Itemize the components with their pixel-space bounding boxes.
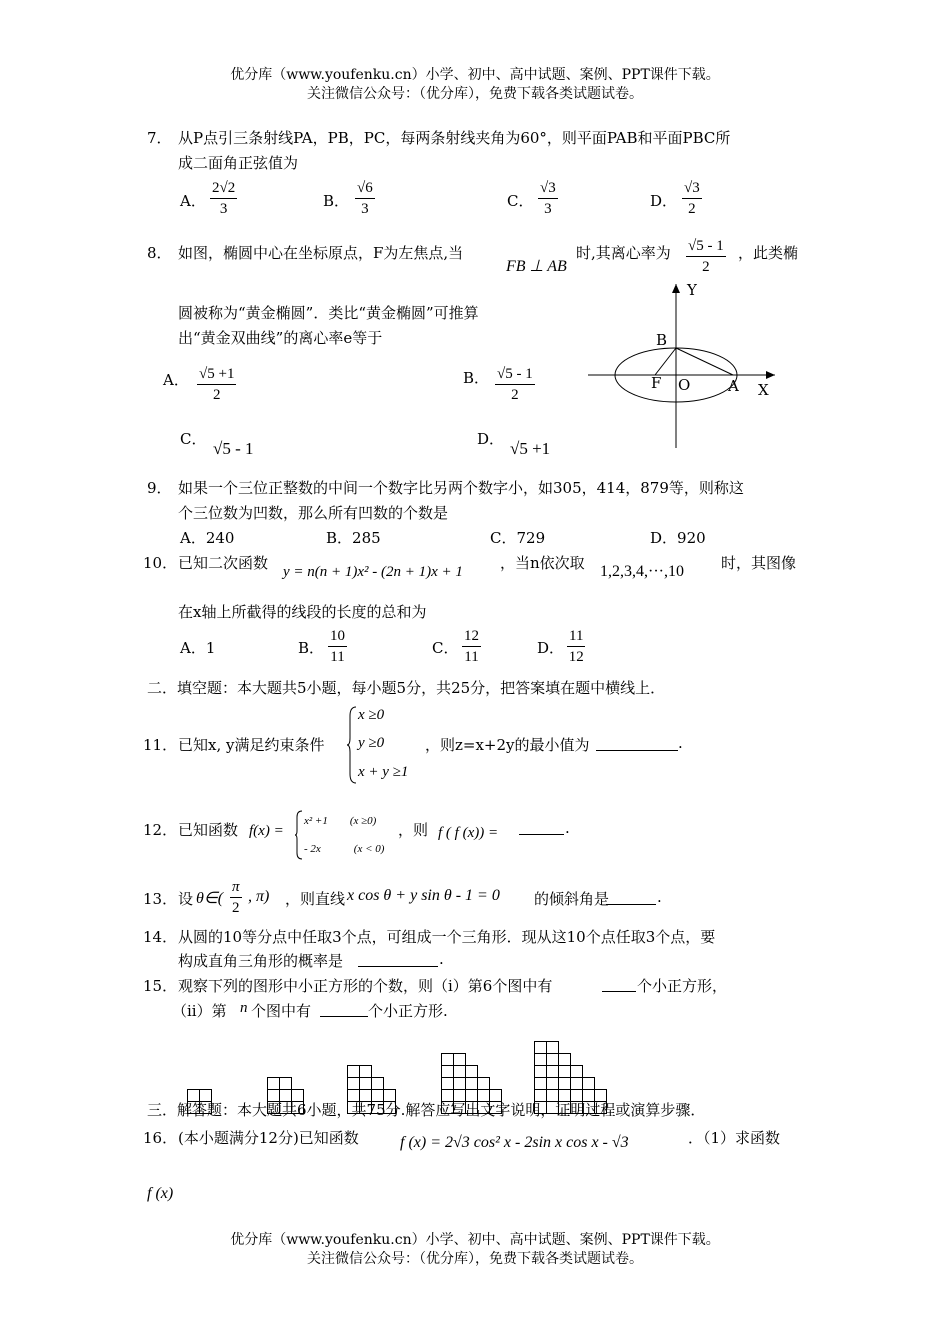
q14-number: 14．: [143, 928, 178, 946]
section-2-heading: 二．填空题：本大题共5小题，每小题5分，共25分，把答案填在题中横线上．: [147, 679, 666, 697]
q16-number: 16．: [143, 1129, 178, 1147]
q7-option-d-fraction: $\frac{√3}{2}$: [684, 180, 700, 217]
q11-constraint-2: y ≥0: [358, 735, 385, 751]
q12-piece-1: x² +1 (x ≥0): [304, 815, 377, 827]
q11-text-b: ，则z=x+2y的最小值为: [425, 736, 590, 754]
segment-ba: [676, 348, 733, 375]
q16-text-b: ．（1）求函数: [688, 1129, 781, 1147]
figure-label-x: X: [758, 381, 769, 399]
q14-answer-blank: [358, 966, 438, 967]
figure-label-o: O: [678, 376, 691, 394]
q7-text-line2: 成二面角正弦值为: [178, 154, 299, 172]
footer-line-2: 关注微信公众号：（优分库），免费下载各类试题试卷。: [307, 1251, 643, 1267]
q16-formula: f (x) = 2√3 cos² x - 2sin x cos x - √3: [400, 1134, 629, 1151]
q8-option-d-label: D．: [477, 430, 505, 448]
q9-number: 9．: [147, 479, 172, 497]
q10-option-d-label: D．: [537, 639, 565, 657]
q12-piece-2: - 2x (x < 0): [304, 843, 385, 855]
figure-label-f: F: [651, 374, 662, 392]
q10-option-c-label: C．: [432, 639, 459, 657]
q15-number: 15．: [143, 977, 178, 995]
q8-eccentricity: $\frac{√5 - 1}{2}$: [688, 238, 724, 275]
q9-option-c: C．729: [490, 529, 546, 547]
q8-text-a: 如图，椭圆中心在坐标原点，F为左焦点,当: [178, 244, 464, 262]
q8-option-b-fraction: $\frac{√5 - 1}{2}$: [497, 366, 533, 403]
q13-text-c: 的倾斜角是: [534, 890, 610, 908]
q8-option-c-value: √5 - 1: [213, 439, 254, 458]
q13-interval-end: , π): [248, 888, 270, 905]
q8-text-line3: 出“黄金双曲线”的离心率e等于: [178, 329, 383, 347]
q11-text-a: 已知x, y满足约束条件: [178, 736, 325, 754]
q11-constraint-3: x + y ≥1: [358, 764, 409, 780]
q10-number: 10．: [143, 554, 178, 572]
q10-text-line2: 在x轴上所截得的线段的长度的总和为: [178, 603, 427, 621]
q15-text-b: 个小正方形，: [637, 977, 728, 995]
q8-number: 8．: [147, 244, 172, 262]
q7-option-a-fraction: $\frac{2√2}{3}$: [212, 180, 236, 217]
q7-option-c-fraction: $\frac{√3}{3}$: [540, 180, 556, 217]
q8-condition: FB ⊥ AB: [506, 258, 567, 275]
ellipse-figure: [580, 278, 780, 450]
q13-number: 13．: [143, 890, 178, 908]
q7-text-line1: 从P点引三条射线PA，PB，PC，每两条射线夹角为60°，则平面PAB和平面PBC所: [178, 129, 731, 147]
q7-number: 7．: [147, 129, 172, 147]
q14-text-line2: 构成直角三角形的概率是: [178, 952, 344, 970]
q15-n: n: [240, 1000, 248, 1016]
q12-end: .: [565, 819, 570, 837]
q7-option-d-label: D．: [650, 192, 678, 210]
q16-text-a: (本小题满分12分)已知函数: [178, 1129, 359, 1147]
q12-text-a: 已知函数: [178, 821, 239, 839]
q15-text-d: 个图中有: [251, 1002, 312, 1020]
q13-answer-blank: [606, 904, 656, 905]
header-line-2: 关注微信公众号：（优分库），免费下载各类试题试卷。: [307, 86, 643, 102]
q8-option-c-label: C．: [180, 430, 207, 448]
q11-constraint-1: x ≥0: [358, 707, 385, 723]
q13-theta: θ∈(: [196, 890, 224, 907]
q9-option-d: D．920: [650, 529, 706, 547]
q12-number: 12．: [143, 821, 178, 839]
figure-label-a: A: [728, 377, 739, 395]
q15-text-c: （ii）第: [172, 1002, 227, 1020]
q8-option-b-label: B．: [463, 369, 490, 387]
figure-label-y: Y: [687, 281, 697, 299]
header-line-1: 优分库（www.youfenku.cn）小学、初中、高中试题、案例、PPT课件下载。: [230, 67, 720, 83]
q7-option-b-label: B．: [323, 192, 350, 210]
q10-formula: y = n(n + 1)x² - (2n + 1)x + 1: [283, 564, 463, 580]
q8-text-c: ，此类椭: [738, 244, 799, 262]
q14-end: .: [439, 950, 444, 968]
q13-end: .: [657, 888, 662, 906]
q15-answer-blank-2: [320, 1016, 368, 1017]
q9-option-a: A．240: [180, 529, 235, 547]
q16-fx: f (x): [147, 1185, 174, 1202]
q12-brace: [295, 810, 303, 860]
q10-text-c: 时，其图像: [721, 554, 797, 572]
q12-text-b: ，则: [398, 821, 429, 839]
q9-text-line2: 个三位数为凹数，那么所有凹数的个数是: [178, 504, 449, 522]
footer-line-1: 优分库（www.youfenku.cn）小学、初中、高中试题、案例、PPT课件下载。: [230, 1232, 720, 1248]
q7-option-c-label: C．: [507, 192, 534, 210]
q10-sequence: 1,2,3,4,···,10: [600, 563, 684, 580]
q8-text-line2: 圆被称为“黄金椭圆”．类比“黄金椭圆”可推算: [178, 304, 479, 322]
q8-option-a-fraction: $\frac{√5 +1}{2}$: [199, 366, 235, 403]
figure-label-b: B: [656, 331, 668, 349]
q12-question: f ( f (x)) =: [438, 825, 499, 841]
q11-answer-blank: [596, 750, 678, 751]
q14-text-line1: 从圆的10等分点中任取3个点，可组成一个三角形．现从这10个点任取3个点，要: [178, 928, 716, 946]
y-axis-arrow: [672, 284, 680, 293]
q15-text-e: 个小正方形.: [368, 1002, 448, 1020]
q8-option-a-label: A．: [163, 371, 189, 389]
q11-brace: [347, 706, 357, 784]
q15-text-a: 观察下列的图形中小正方形的个数，则（i）第6个图中有: [178, 977, 553, 995]
q7-option-a-label: A．: [180, 192, 206, 210]
q10-option-d-fraction: $\frac{11}{12}$: [568, 628, 584, 665]
q10-option-b-fraction: $\frac{10}{11}$: [330, 628, 345, 665]
segment-fb: [655, 348, 676, 375]
q10-option-a: A．1: [180, 639, 216, 657]
q7-option-b-fraction: $\frac{√6}{3}$: [357, 180, 373, 217]
x-axis-arrow: [766, 371, 775, 379]
q13-line-equation: x cos θ + y sin θ - 1 = 0: [347, 887, 500, 904]
q9-text-line1: 如果一个三位正整数的中间一个数字比另两个数字小，如305，414，879等，则称这: [178, 479, 744, 497]
q13-pi-over-2: $\frac{\pi}{2}$: [232, 879, 240, 916]
q10-option-c-fraction: $\frac{12}{11}$: [464, 628, 479, 665]
q10-text-b: ，当n依次取: [500, 554, 585, 572]
section-3-heading: 三．解答题：本大题共6小题，共75分.解答应写出文字说明，证明过程或演算步骤．: [147, 1101, 706, 1119]
q11-end: .: [678, 734, 683, 752]
q8-text-b: 时,其离心率为: [576, 244, 671, 262]
q11-number: 11．: [143, 736, 178, 754]
q13-text-a: 设: [178, 890, 194, 908]
q10-text-a: 已知二次函数: [178, 554, 269, 572]
q8-option-d-value: √5 +1: [510, 439, 551, 458]
q15-answer-blank-1: [602, 991, 636, 992]
q12-answer-blank: [519, 834, 564, 835]
q9-option-b: B．285: [326, 529, 381, 547]
q10-option-b-label: B．: [298, 639, 325, 657]
q13-text-b: ，则直线: [285, 890, 346, 908]
q12-fx: f(x) =: [249, 823, 284, 839]
